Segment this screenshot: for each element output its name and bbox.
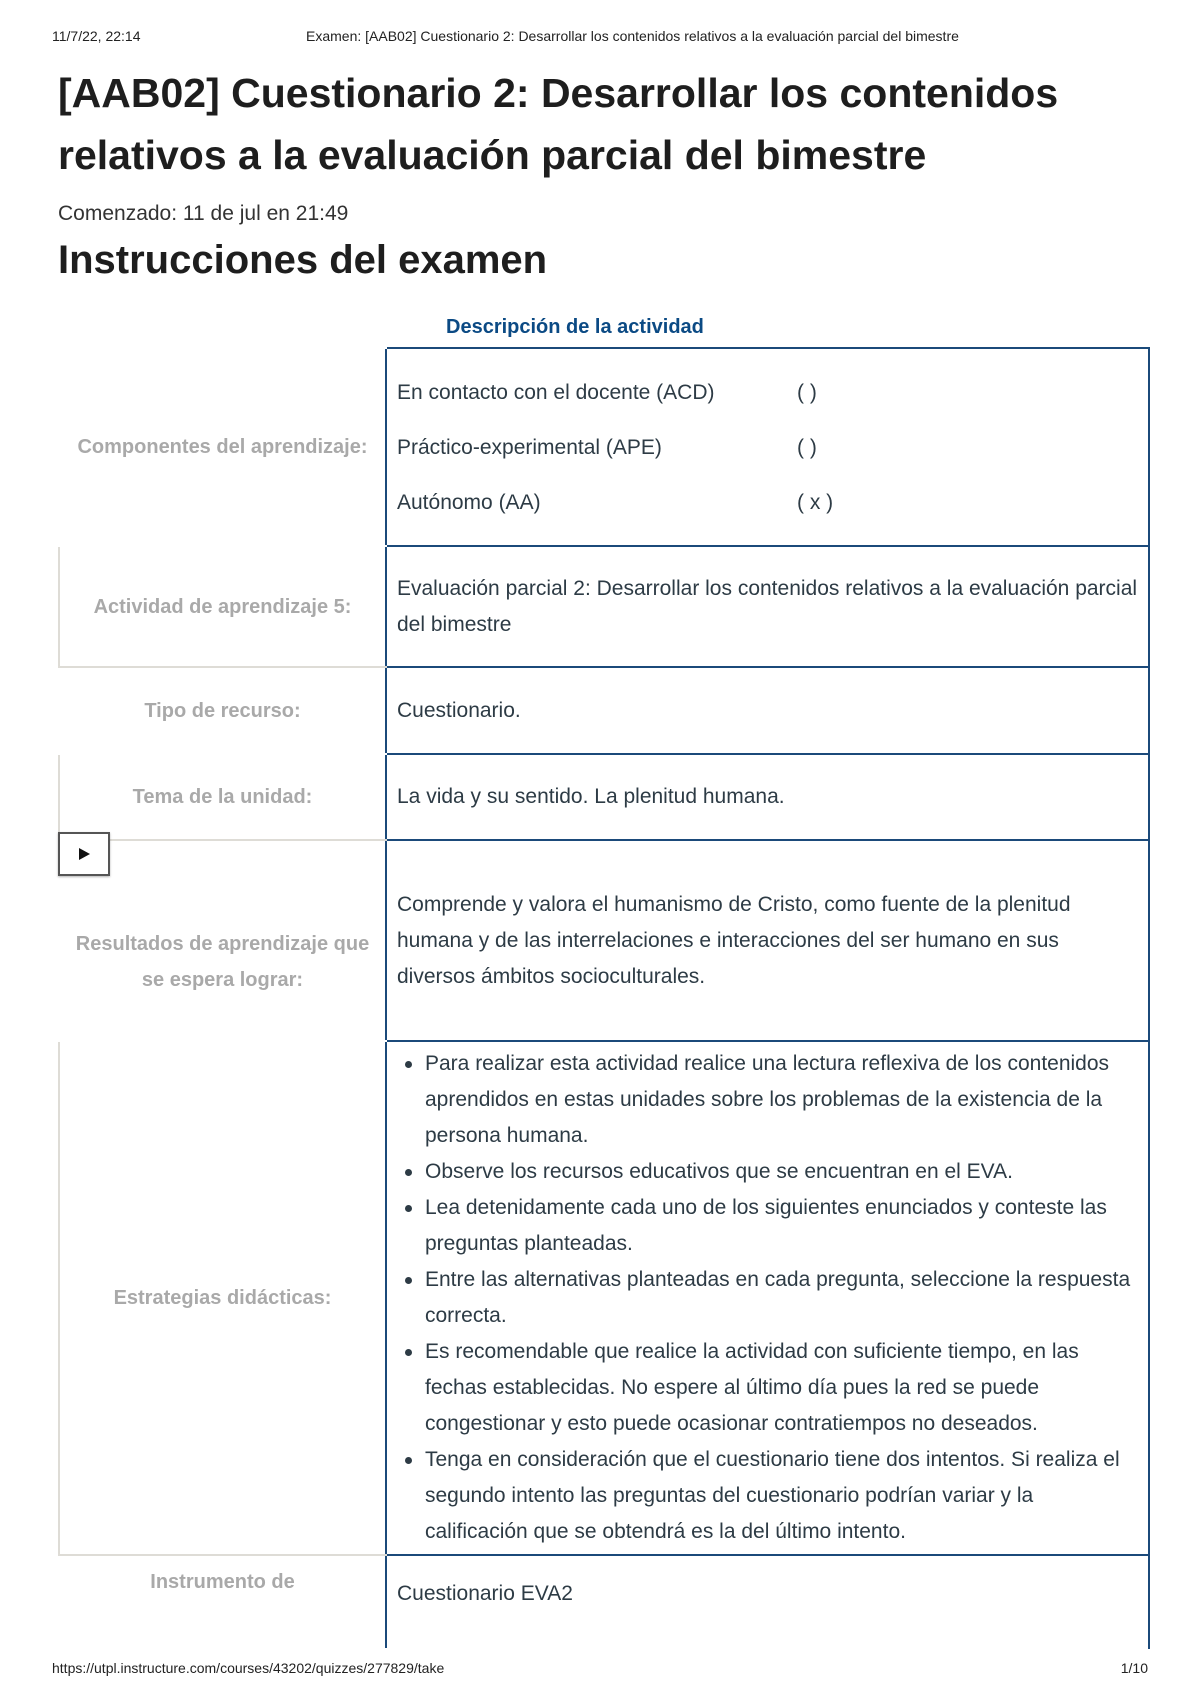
expected-results-value: Comprende y valora el humanismo de Cristo, como fuente de la plenitud humana y de las interrelaciones e interacciones del ser humano en sus diversos ámbitos socioculturales. [386, 840, 1149, 1041]
print-datetime: 11/7/22, 22:14 [52, 28, 141, 44]
page-url[interactable]: https://utpl.instructure.com/courses/43202/quizzes/277829/take [52, 1660, 445, 1676]
components-label: Componentes del aprendizaje: [77, 436, 368, 458]
unit-topic-row [59, 754, 1149, 840]
pdf-footer [52, 1660, 1148, 1680]
component-item [397, 420, 1138, 475]
strategies-list [397, 1042, 1138, 1554]
table-caption: Descripción de la actividad [446, 316, 704, 338]
expected-results-row [59, 840, 1149, 1041]
component-name: En contacto con el docente (ACD) [397, 380, 715, 404]
instrument-value: Cuestionario EVA2 [386, 1555, 1149, 1649]
strategies-label: Estrategias didácticas: [59, 1041, 386, 1555]
quiz-started [58, 202, 348, 226]
resource-type-row [59, 667, 1149, 754]
unit-topic-value: La vida y su sentido. La plenitud humana. [386, 754, 1149, 840]
play-button[interactable] [58, 832, 110, 876]
strategy-item: Lea detenidamente cada uno de los siguientes enunciados y conteste las preguntas planteadas. [425, 1190, 1138, 1262]
activity-description-table [58, 312, 1150, 1650]
strategies-cell [386, 1041, 1149, 1555]
expected-results-label: Resultados de aprendizaje que se espera lograr: [75, 932, 370, 991]
print-document-title: Examen: [AAB02] Cuestionario 2: Desarrollar los contenidos relativos a la evaluación parcial del bimestre [306, 28, 959, 44]
component-mark: ( ) [797, 380, 817, 404]
resource-type-value: Cuestionario. [386, 667, 1149, 754]
activity-row [59, 546, 1149, 667]
component-item [397, 365, 1138, 420]
quiz-title: [AAB02] Cuestionario 2: Desarrollar los contenidos relativos a la evaluación parcial del bimestre [58, 70, 1059, 178]
activity-label: Actividad de aprendizaje 5: [59, 546, 386, 667]
strategy-item: Tenga en consideración que el cuestionario tiene dos intentos. Si realiza el segundo intento las preguntas del cuestionario podrían variar y la calificación que se obtendrá es la del último intento. [425, 1442, 1138, 1550]
activity-value: Evaluación parcial 2: Desarrollar los contenidos relativos a la evaluación parcial del bimestre [386, 546, 1149, 667]
component-mark: ( x ) [797, 490, 834, 514]
started-label: Comenzado: [58, 202, 178, 225]
strategy-item: Observe los recursos educativos que se encuentran en el EVA. [425, 1154, 1138, 1190]
instrument-label: Instrumento de [150, 1571, 295, 1593]
unit-topic-label: Tema de la unidad: [59, 754, 386, 840]
started-value: 11 de jul en 21:49 [182, 202, 349, 225]
component-name: Autónomo (AA) [397, 490, 541, 514]
pdf-header [52, 28, 1148, 48]
page-number: 1/10 [1120, 1660, 1148, 1676]
component-mark: ( ) [797, 435, 817, 459]
strategies-row [59, 1041, 1149, 1555]
resource-type-label: Tipo de recurso: [144, 699, 301, 722]
strategy-item: Para realizar esta actividad realice una lectura reflexiva de los contenidos aprendidos en estas unidades sobre los problemas de la existencia de la persona humana. [425, 1046, 1138, 1154]
components-cell [386, 348, 1149, 546]
strategy-item: Es recomendable que realice la actividad con suficiente tiempo, en las fechas establecidas. No espere al último día pues la red se puede congestionar y esto puede ocasionar contratiempos no deseados. [425, 1334, 1138, 1442]
instrument-row [59, 1555, 1149, 1649]
play-icon [76, 846, 92, 862]
strategy-item: Entre las alternativas planteadas en cada pregunta, seleccione la respuesta correcta. [425, 1262, 1138, 1334]
component-item [397, 475, 1138, 530]
component-name: Práctico-experimental (APE) [397, 435, 662, 459]
components-row [59, 348, 1149, 546]
instructions-heading: Instrucciones del examen [58, 238, 548, 282]
